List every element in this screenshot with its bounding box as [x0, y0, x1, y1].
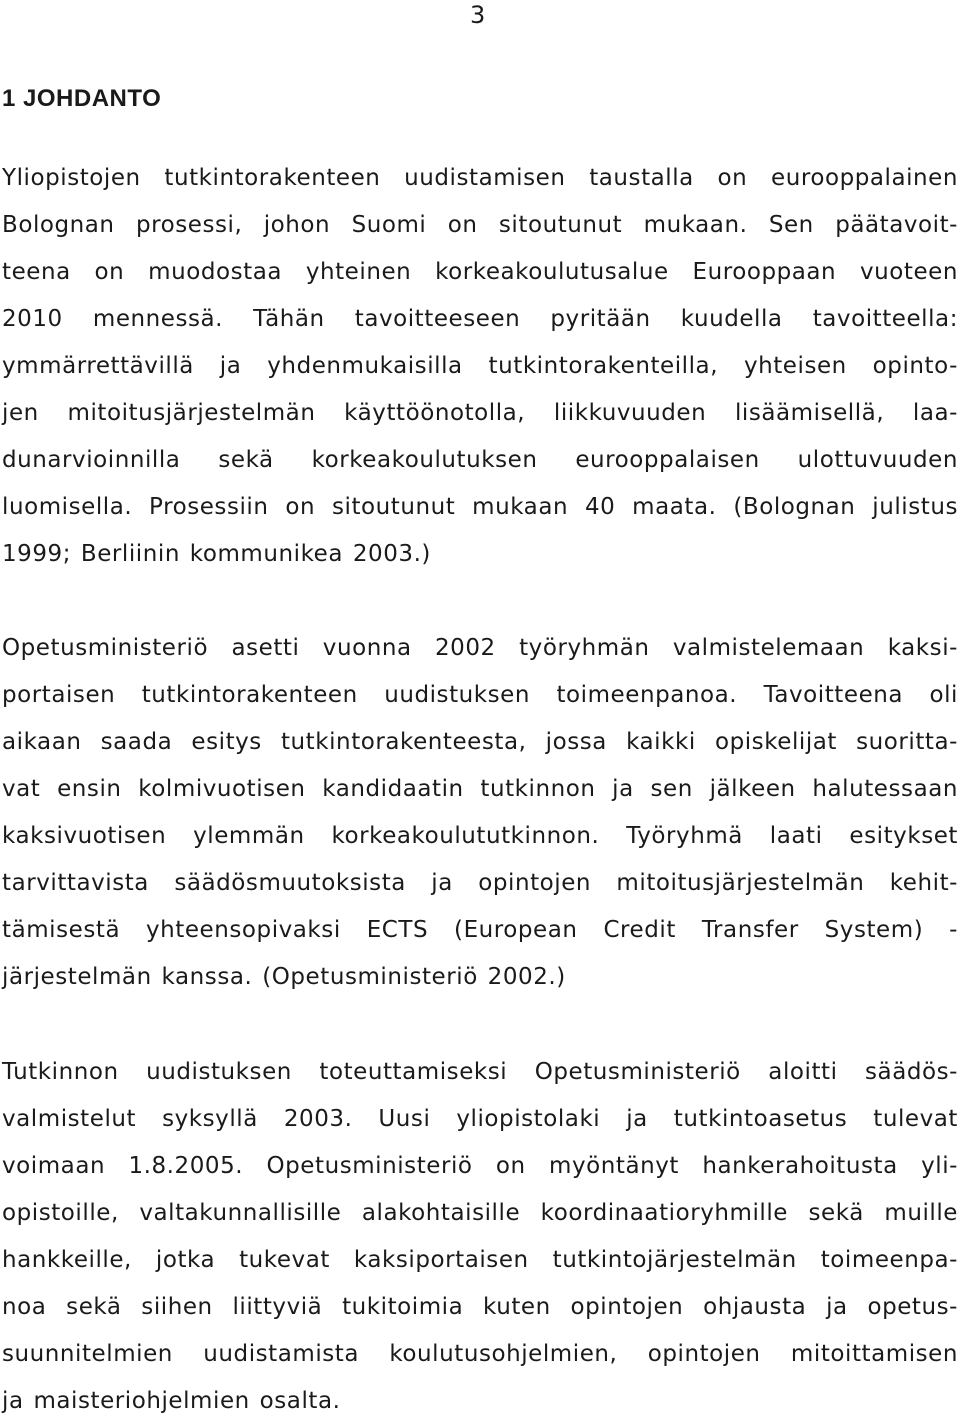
text-line: 1999; Berliinin kommunikea 2003.) [2, 541, 431, 567]
text-line: opistoille, valtakunnallisille alakohtaisille koordinaatioryhmille sekä muille [2, 1200, 958, 1226]
paragraph-1 [2, 155, 958, 578]
text-line: Yliopistojen tutkintorakenteen uudistamisen taustalla on eurooppalainen [2, 165, 958, 191]
text-line: Bolognan prosessi, johon Suomi on sitoutunut mukaan. Sen päätavoit- [2, 212, 958, 238]
text-line: tarvittavista säädösmuutoksista ja opintojen mitoitusjärjestelmän kehit- [2, 870, 958, 896]
text-line: aikaan saada esitys tutkintorakenteesta, jossa kaikki opiskelijat suoritta- [2, 729, 958, 755]
text-line: tämisestä yhteensopivaksi ECTS (European Credit Transfer System) - [2, 917, 958, 943]
text-line: teena on muodostaa yhteinen korkeakoulutusalue Eurooppaan vuoteen [2, 259, 958, 285]
text-line: valmistelut syksyllä 2003. Uusi yliopistolaki ja tutkintoasetus tulevat [2, 1106, 958, 1132]
text-line: vat ensin kolmivuotisen kandidaatin tutkinnon ja sen jälkeen halutessaan [2, 776, 958, 802]
text-line: Tutkinnon uudistuksen toteuttamiseksi Opetusministeriö aloitti säädös- [2, 1059, 958, 1085]
text-line: kaksivuotisen ylemmän korkeakoulututkinnon. Työryhmä laati esitykset [2, 823, 958, 849]
text-line: voimaan 1.8.2005. Opetusministeriö on myöntänyt hankerahoitusta yli- [2, 1153, 958, 1179]
text-line: jen mitoitusjärjestelmän käyttöönotolla, liikkuvuuden lisäämisellä, laa- [2, 400, 958, 426]
section-heading: 1 JOHDANTO [2, 85, 162, 112]
text-line: Opetusministeriö asetti vuonna 2002 työryhmän valmistelemaan kaksi- [2, 635, 958, 661]
text-line: järjestelmän kanssa. (Opetusministeriö 2002.) [2, 964, 566, 990]
text-line: suunnitelmien uudistamista koulutusohjelmien, opintojen mitoittamisen [2, 1341, 958, 1367]
text-line: ymmärrettävillä ja yhdenmukaisilla tutkintorakenteilla, yhteisen opinto- [2, 353, 958, 379]
paragraph-2 [2, 625, 958, 1001]
text-line: noa sekä siihen liittyviä tukitoimia kuten opintojen ohjausta ja opetus- [2, 1294, 958, 1320]
text-line: ja maisteriohjelmien osalta. [2, 1388, 341, 1414]
text-line: hankkeille, jotka tukevat kaksiportaisen tutkintojärjestelmän toimeenpa- [2, 1247, 958, 1273]
text-line: portaisen tutkintorakenteen uudistuksen toimeenpanoa. Tavoitteena oli [2, 682, 958, 708]
text-line: luomisella. Prosessiin on sitoutunut mukaan 40 maata. (Bolognan julistus [2, 494, 958, 520]
text-line: dunarvioinnilla sekä korkeakoulutuksen eurooppalaisen ulottuvuuden [2, 447, 958, 473]
paragraph-3 [2, 1049, 958, 1425]
page-number: 3 [470, 1, 486, 29]
text-line: 2010 mennessä. Tähän tavoitteeseen pyritään kuudella tavoitteella: [2, 306, 958, 332]
